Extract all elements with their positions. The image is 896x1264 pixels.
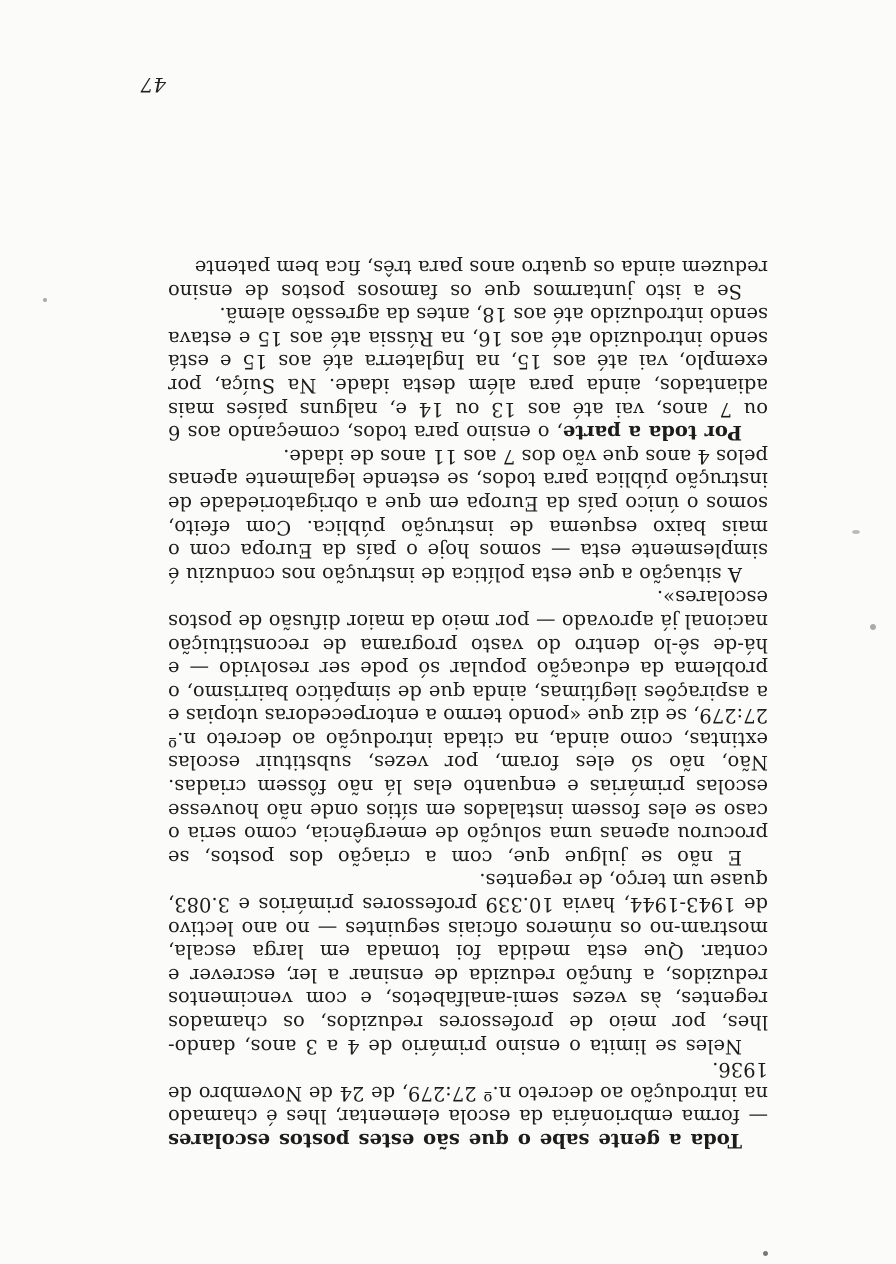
body-text [168,255,768,1152]
page-number: 47 [140,73,166,97]
paragraph-text: , o ensino para todos, começando aos 6 ou 7 anos, vai até aos 13 ou 14 e, nalguns países mais adiantados, ainda para além desta idade. Na Suíça, por exemplo, vai até aos 15, na Inglaterra até aos 15 e está sendo introduzido até aos 16, na Rússia até aos 15 e estava sendo introduzido até aos 18, antes da agressão alemã. [168,303,768,445]
paragraph-lead: Toda a gente sabe o que são estes postos escolares [168,1129,742,1152]
scan-speck [870,624,876,630]
paragraph-text: Se a isto juntarmos que os famosos postos de ensino reduzem ainda os quatro anos para três, fica bem patente [168,256,768,303]
paragraph-2 [168,869,768,1058]
paragraph-text: A situação a que esta política de instrução nos conduziu é simplesmente esta — somos hoje o país da Europa com o mais baixo esquema de instrução pública. Com efeito, somos o único país da Europa em que a obrigatoriedade de instrução pública para todos, se estende legalmente apenas pelos 4 anos que vão dos 7 aos 11 anos de idade. [168,444,768,586]
scan-speck [43,298,47,302]
paragraph-text: Neles se limita o ensino primário de 4 a 3 anos, dando-lhes, por meio de professores reduzidos, os chamados regentes, às vezes semi-analfabetos, e com vencimentos reduzidos, a função reduzida de ensinar a ler, escrever e contar. Que esta medida foi tomada em larga escala, mostram-no os números oficiais seguintes — no ano lectivo de 1943-1944, havia 10.339 professores primários e 3.083, quase um terço, de regentes. [168,869,768,1058]
paragraph-4 [168,444,768,586]
paragraph-1 [168,1058,768,1152]
paragraph-3 [168,586,768,869]
scan-speck [852,530,860,534]
scan-speck [763,1251,768,1256]
paragraph-lead: Por toda a parte [562,421,742,445]
paragraph-text: — forma embrionária da escola elementar, lhes é chamado na introdução ao decreto n.º 27:279, de 24 de Novembro de 1936. [168,1058,768,1129]
paragraph-text: E não se julgue que, com a criação dos postos, se procurou apenas uma solução de emergência, como seria o caso se eles fossem instalados em sítios onde não houvesse escolas primárias e enquanto elas lá não fôssem criadas. Não, não só eles foram, por vezes, substituir escolas extintas, como ainda, na citada introdução ao decreto n.º 27:279, se diz que «pondo termo a entorpecedoras utopias e a aspirações ilegítimas, ainda que de simpático bairrismo, o problema da educação popular só pode ser resolvido — e há-de sê-lo dentro do vasto programa de reconstituição nacional já aprovado — por meio da maior difusão de postos escolares». [168,586,768,869]
paragraph-6 [168,255,768,302]
paragraph-5 [168,303,768,445]
